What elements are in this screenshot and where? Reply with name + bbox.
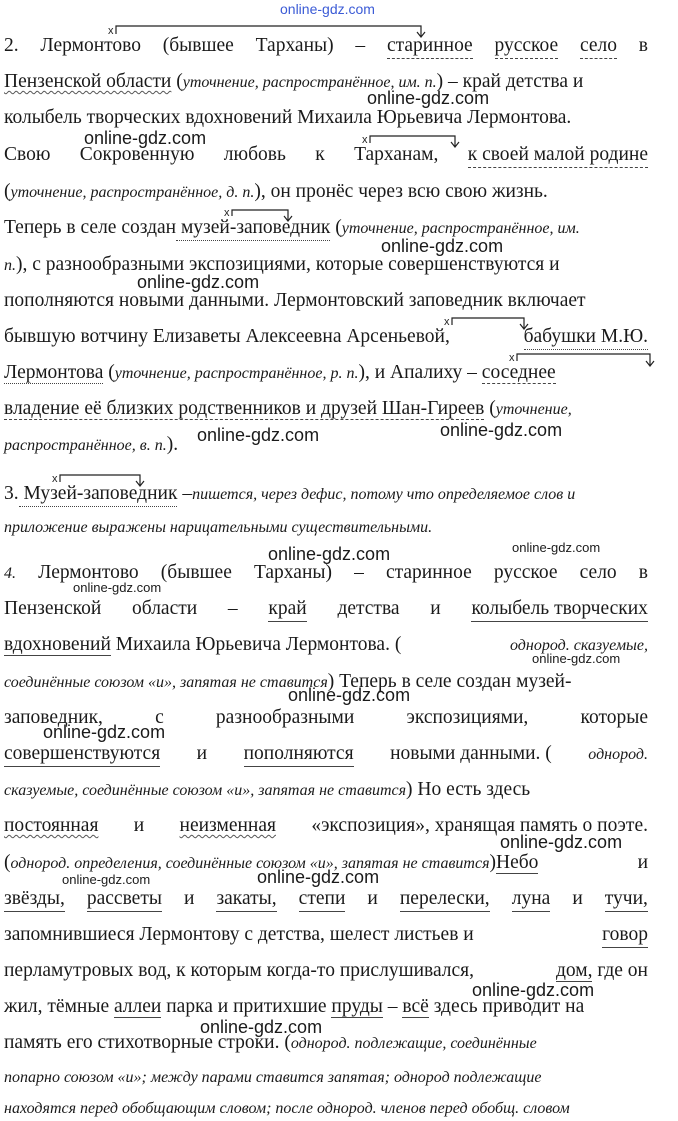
word: Пензенской	[4, 598, 102, 619]
word: любовь	[223, 144, 286, 165]
cross-mark: x	[444, 316, 450, 328]
watermark: online-gdz.com	[512, 540, 601, 555]
word: которые	[580, 707, 648, 728]
phrase: Музей-заповедник	[19, 482, 178, 507]
phrase: музей-заповедник	[176, 216, 330, 241]
cross-mark: x	[362, 134, 368, 146]
word: и	[196, 743, 208, 764]
word: старинное	[385, 562, 472, 583]
parse-arc	[60, 475, 140, 485]
word: к	[315, 144, 325, 165]
phrase: к своей малой родине	[468, 143, 648, 168]
note: однород.	[588, 746, 648, 763]
word: рассветы	[87, 887, 162, 912]
word: и	[572, 888, 583, 909]
parse-arc	[517, 354, 650, 365]
text: бывшую вотчину Елизаветы Алексеевна Арсеньевой,	[4, 326, 450, 347]
s4-num: 4.	[4, 565, 16, 582]
watermark: online-gdz.com	[73, 580, 162, 595]
word: постоянная	[4, 815, 99, 836]
watermark: online-gdz.com	[257, 867, 380, 887]
text: Теперь в селе создан	[4, 217, 177, 238]
cross-mark: x	[509, 352, 515, 364]
word: и	[183, 888, 195, 909]
dash: –	[182, 483, 193, 504]
word: Свою	[4, 144, 51, 165]
text: здесь приводит на	[433, 996, 585, 1017]
word: говор	[602, 923, 648, 948]
text: где он	[597, 960, 648, 981]
note: приложение выражены нарицательными существительными.	[4, 519, 433, 536]
watermark: online-gdz.com	[440, 420, 563, 440]
word: край	[268, 597, 306, 622]
word: и	[430, 598, 441, 619]
word: неизменная	[179, 815, 276, 836]
word: перелески,	[400, 887, 490, 912]
word: –	[355, 35, 366, 56]
text: ), и Апалиху –	[358, 362, 477, 383]
text: перламутровых вод, к которым когда-то прислушивался,	[4, 960, 475, 981]
cross-mark: x	[224, 207, 230, 219]
word: русское	[493, 562, 558, 583]
watermark: online-gdz.com	[197, 425, 320, 445]
note: распространённое, в. п.	[4, 437, 167, 454]
s2-num: 2.	[4, 35, 19, 56]
note: уточнение, распространённое, им.	[341, 220, 580, 237]
note: уточнение, распространённое, р. п.	[114, 365, 359, 382]
s3-num: 3.	[4, 483, 19, 504]
watermark: online-gdz.com	[288, 685, 411, 705]
phrase: колыбель творческих	[471, 597, 648, 622]
paren: (	[4, 852, 11, 873]
text: парка и притихшие	[166, 996, 327, 1017]
word: Тарханы)	[253, 562, 332, 583]
word: (бывшее	[162, 35, 234, 56]
watermark: online-gdz.com	[84, 128, 207, 148]
word: детства	[337, 598, 400, 619]
text: ) Но есть здесь	[406, 779, 531, 800]
paren: )	[489, 852, 497, 873]
phrase: соседнее	[481, 362, 556, 383]
word: пополняются	[244, 742, 354, 767]
word: в	[638, 562, 648, 583]
text: колыбель творческих вдохновений Михаила Юрьевича Лермонтова.	[4, 107, 572, 128]
word: и	[637, 852, 648, 873]
word: –	[227, 598, 238, 619]
text: пополняются новыми данными. Лермонтовский заповедник включает	[4, 290, 586, 311]
word: и	[367, 888, 378, 909]
watermark: online-gdz.com	[500, 832, 623, 852]
word: совершенствуются	[4, 742, 160, 767]
cross-mark: x	[52, 473, 58, 485]
word: русское	[495, 34, 559, 59]
phrase: Лермонтова	[4, 362, 104, 383]
word: звёзды,	[4, 887, 65, 912]
word: село	[579, 562, 617, 583]
text: память его стихотворные строки. (	[4, 1032, 291, 1053]
watermark: online-gdz.com	[200, 1017, 323, 1037]
word: Лермонтово	[38, 562, 139, 583]
paren: (	[108, 362, 115, 383]
parse-arc	[452, 318, 524, 328]
note: однород. подлежащие, соединённые	[290, 1035, 537, 1052]
word: экспозициями,	[406, 707, 529, 728]
note: уточнение,	[495, 401, 572, 418]
parse-arc	[370, 136, 455, 146]
paren: (	[4, 181, 11, 202]
watermark: online-gdz.com	[532, 651, 621, 666]
text: ) Теперь в селе создан музей-	[327, 671, 572, 692]
word: Тарханы)	[255, 35, 334, 56]
paren: (	[176, 71, 183, 92]
underlined-phrase: Пензенской области	[4, 71, 172, 92]
word: Тарханам,	[354, 144, 439, 165]
dash: –	[387, 996, 398, 1017]
text: ), с разнообразными экспозициями, которые совершенствуются и	[16, 254, 560, 275]
note: уточнение, распространённое, им. п.	[182, 74, 437, 91]
parse-arc	[116, 26, 421, 36]
note: попарно союзом «и»; между парами ставится запятая; однород подлежащие	[4, 1069, 542, 1086]
note: находятся перед обобщающим словом; после однород. членов перед обобщ. словом	[4, 1100, 570, 1117]
text: ) – край детства и	[436, 71, 584, 92]
watermark: online-gdz.com	[268, 544, 391, 564]
cross-mark: x	[108, 25, 114, 37]
word: вдохновений	[4, 634, 111, 655]
text: запомнившиеся Лермонтову с детства, шелест листьев и	[4, 924, 474, 945]
word: Сокровенную	[79, 144, 195, 165]
text: новыми данными. (	[390, 743, 552, 764]
watermark: online-gdz.com	[381, 236, 504, 256]
note: однород. определения, соединённые союзом «и», запятая не ставится	[10, 855, 490, 872]
text: «экспозиция», хранящая память о поэте.	[311, 815, 648, 836]
phrase: владение её близких родственников и друзей Шан-Гиреев	[4, 398, 485, 419]
word: заповедник,	[4, 707, 103, 728]
note: соединённые союзом «и», запятая не ставится	[4, 674, 328, 691]
parse-arc	[232, 210, 288, 220]
watermark: online-gdz.com	[367, 88, 490, 108]
word: луна	[512, 887, 551, 912]
word: и	[133, 815, 145, 836]
note: пишется, через дефис, потому что определяемое слов и	[192, 486, 576, 503]
text: жил, тёмные	[4, 996, 110, 1017]
paren: (	[335, 217, 342, 238]
note: сказуемые, соединённые союзом «и», запятая не ставится	[4, 782, 407, 799]
word: степи	[299, 887, 346, 912]
word: Небо	[496, 852, 539, 873]
watermark-top: online-gdz.com	[280, 1, 375, 17]
watermark: online-gdz.com	[62, 872, 151, 887]
word: всё	[402, 996, 429, 1017]
text: ), он пронёс через всю свою жизнь.	[254, 181, 548, 202]
word: (бывшее	[160, 562, 232, 583]
phrase: бабушки М.Ю.	[524, 325, 648, 350]
note: однород. сказуемые,	[510, 637, 648, 654]
word: аллеи	[113, 996, 162, 1017]
word: закаты,	[216, 887, 276, 912]
text: ).	[166, 434, 179, 455]
watermark: online-gdz.com	[43, 722, 166, 742]
watermark: online-gdz.com	[137, 272, 260, 292]
word: –	[354, 562, 364, 583]
word: области	[132, 598, 198, 619]
word: пруды	[331, 996, 383, 1017]
word: тучи,	[605, 887, 648, 912]
word: село	[580, 34, 617, 59]
word: Лермонтово	[40, 35, 141, 56]
paren: (	[489, 398, 496, 419]
note: п.	[4, 257, 16, 274]
word: в	[638, 35, 648, 56]
word: старинное	[387, 34, 473, 59]
note: уточнение, распространённое, д. п.	[10, 184, 255, 201]
word: дом,	[555, 960, 593, 981]
watermark: online-gdz.com	[472, 980, 595, 1000]
text: Михаила Юрьевича Лермонтова. (	[115, 634, 402, 655]
word: разнообразными	[215, 707, 355, 728]
word: с	[155, 707, 164, 728]
